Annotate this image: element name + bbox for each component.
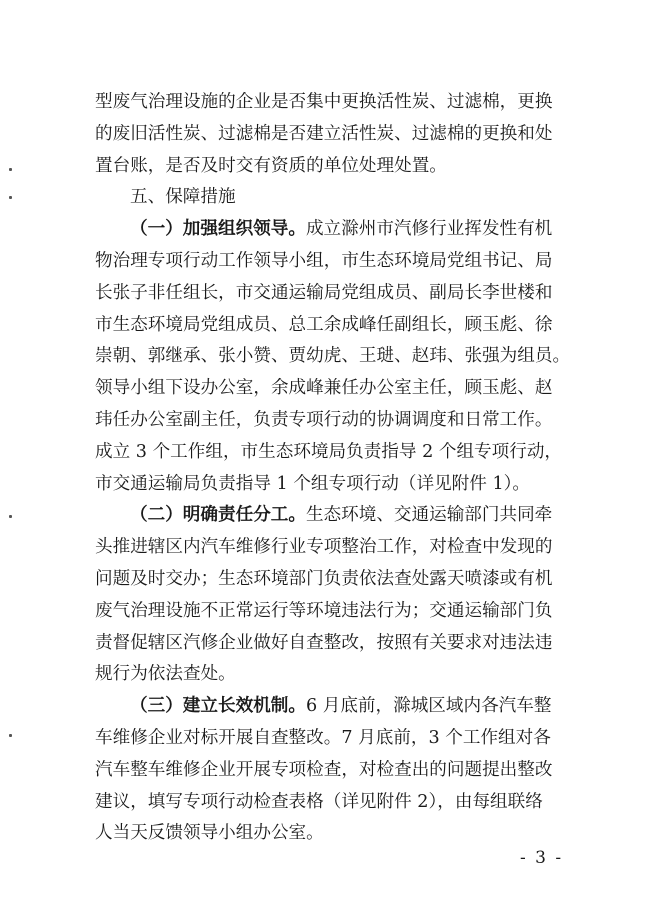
text-line: 市交通运输局负责指导 1 个组专项行动（详见附件 1）。 — [95, 473, 531, 494]
paragraph-text: 成立滁州市汽修行业挥发性有机 — [305, 219, 553, 240]
text-line: 型废气治理设施的企业是否集中更换活性炭、过滤棉，更换 — [95, 92, 553, 112]
text-line: 领导小组下设办公室，余成峰兼任办公室主任，顾玉彪、赵 — [95, 378, 553, 399]
text-line: 的废旧活性炭、过滤棉是否建立活性炭、过滤棉的更换和处 — [95, 123, 553, 144]
paragraph-lead: （一）加强组织领导。 — [130, 219, 306, 240]
paragraph-lead: （三）建立长效机制。 — [130, 696, 306, 717]
text-line: 物治理专项行动工作领导小组，市生态环境局党组书记、局 — [95, 250, 553, 271]
paragraph-first-line — [95, 500, 575, 532]
scan-speck — [9, 734, 12, 737]
paragraph-lead: （二）明确责任分工。 — [130, 505, 306, 526]
text-line: 汽车整车维修企业开展专项检查，对检查出的问题提出整改 — [95, 759, 553, 780]
body-text — [95, 87, 575, 850]
text-line: 市生态环境局党组成员、总工余成峰任副组长，顾玉彪、徐 — [95, 314, 553, 335]
paragraph-text: 生态环境、交通运输部门共同牵 — [305, 505, 553, 526]
scan-speck — [9, 196, 12, 199]
text-line: 崇朝、郭继承、张小赞、贾幼虎、王琎、赵玮、张强为组员。 — [95, 346, 571, 367]
text-line: 建议，填写专项行动检查表格（详见附件 2），由每组联络 — [95, 791, 543, 812]
scan-speck — [9, 515, 12, 518]
text-line: 车维修企业对标开展自查整改。7 月底前，3 个工作组对各 — [95, 727, 551, 748]
text-line: 废气治理设施不正常运行等环境违法行为；交通运输部门负 — [95, 600, 553, 621]
scan-speck — [9, 168, 12, 171]
text-line: 规行为依法查处。 — [95, 664, 236, 685]
section-heading: 五、保障措施 — [130, 187, 236, 208]
text-line: 人当天反馈领导小组办公室。 — [95, 823, 324, 844]
text-line: 玮任办公室副主任，负责专项行动的协调调度和日常工作。 — [95, 409, 553, 430]
paragraph-text: 6 月底前，滁城区域内各汽车整 — [305, 696, 552, 717]
text-line: 成立 3 个工作组，市生态环境局负责指导 2 个组专项行动， — [95, 441, 563, 462]
text-line: 长张子非任组长，市交通运输局党组成员、副局长李世楼和 — [95, 282, 553, 303]
text-line: 置台账，是否及时交有资质的单位处理处置。 — [95, 155, 447, 176]
text-line: 责督促辖区汽修企业做好自查整改，按照有关要求对违法违 — [95, 632, 553, 653]
page-number: - 3 - — [520, 848, 564, 868]
paragraph-first-line — [95, 691, 575, 723]
paragraph-first-line — [95, 214, 575, 246]
text-line: 头推进辖区内汽车维修行业专项整治工作，对检查中发现的 — [95, 537, 553, 558]
text-line: 问题及时交办；生态环境部门负责依法查处露天喷漆或有机 — [95, 568, 553, 589]
